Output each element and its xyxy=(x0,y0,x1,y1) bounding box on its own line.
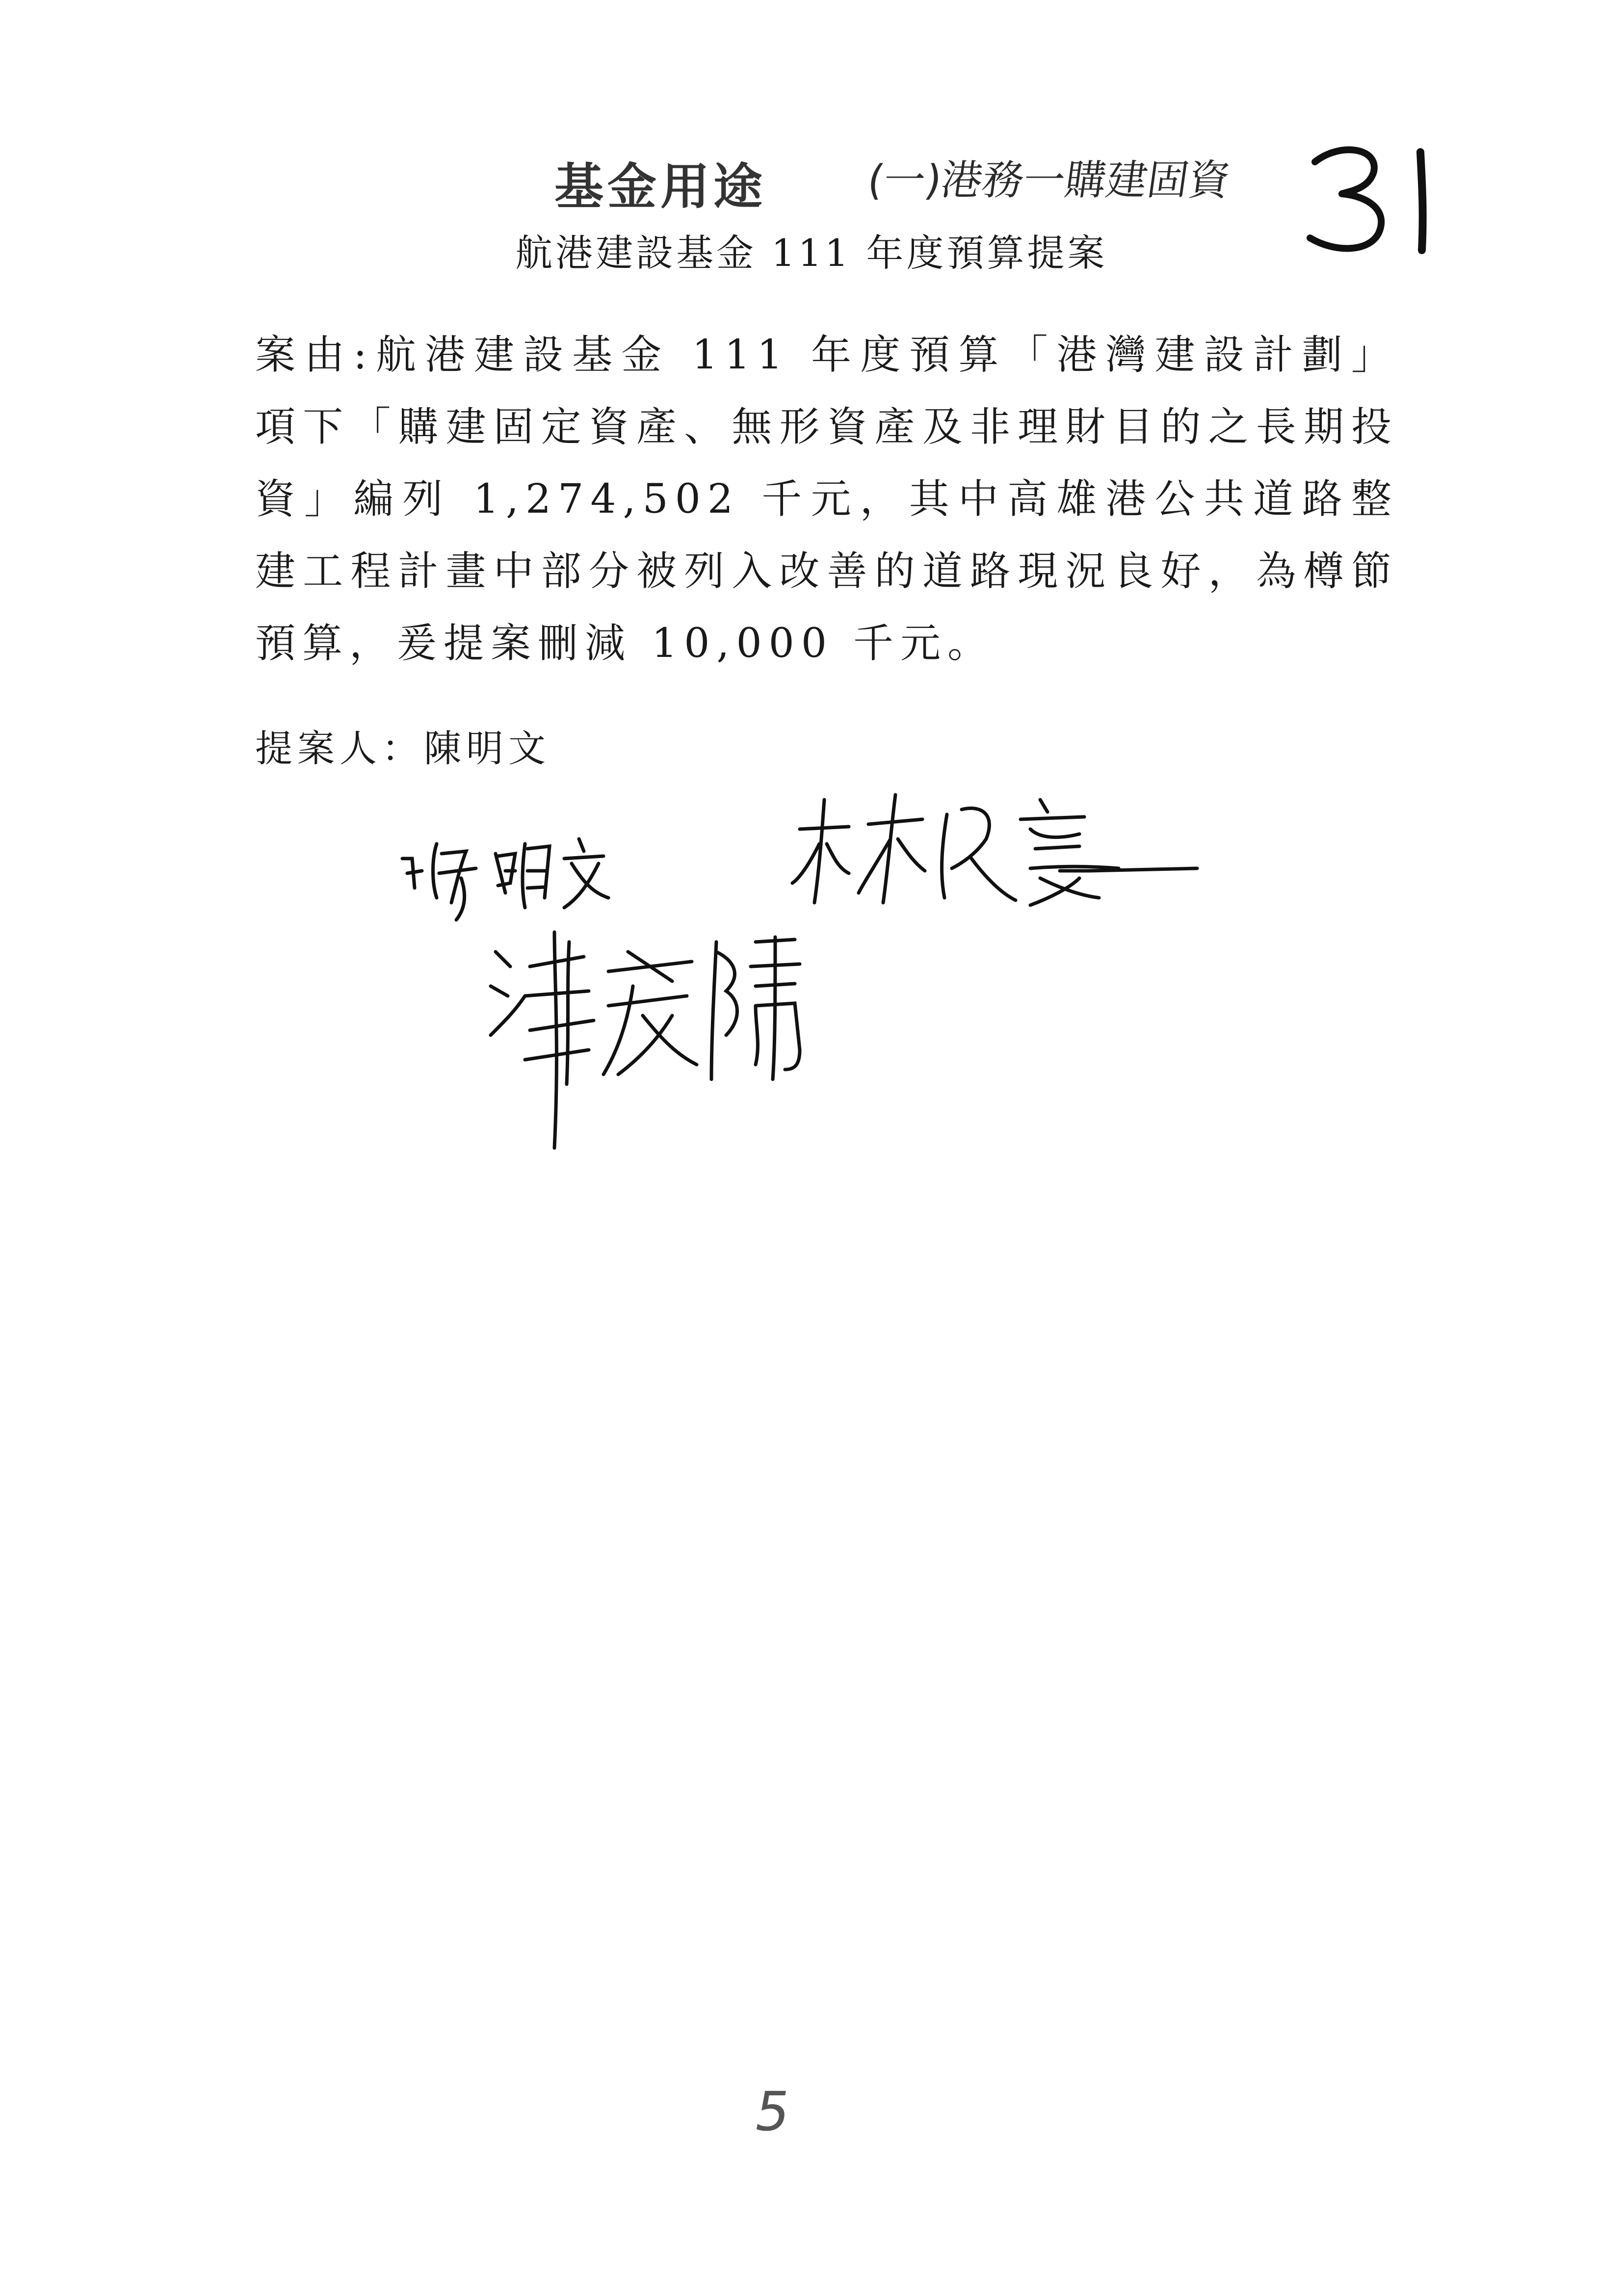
handwritten-page-number xyxy=(1295,132,1457,262)
signature-hong-meng-kai xyxy=(481,922,883,1158)
proposer-line: 提案人：陳明文 xyxy=(255,727,550,770)
signature-lin-jun-xian xyxy=(785,785,1207,913)
handwritten-category-note: (一)港務一購建固資 xyxy=(864,156,1233,204)
stamp-title: 基金用途 xyxy=(554,157,766,215)
document-title: 航港建設基金 111 年度預算提案 xyxy=(515,231,1108,275)
proposal-body: 案由:航港建設基金 111 年度預算「港灣建設計劃」項下「購建固定資產、無形資產及非理財目的之長期投資」編列 1,274,502 千元，其中高雄港公共道路整建工程計畫中部分被列入改善的道路現況良好，為樽節預算，爰提案刪減 10,000 千元。 xyxy=(255,332,1398,667)
signature-chen-ming-wen xyxy=(393,824,677,922)
footer-page-number: 5 xyxy=(750,2080,796,2143)
